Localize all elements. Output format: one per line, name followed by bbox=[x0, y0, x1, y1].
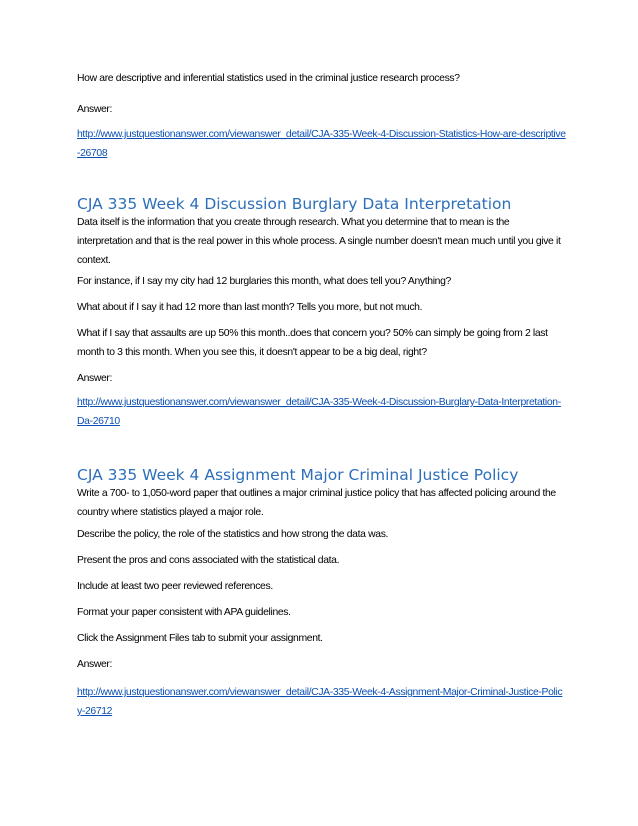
section2-p2: Describe the policy, the role of the statistics and how strong the data was. bbox=[77, 529, 389, 540]
section2-p3: Present the pros and cons associated with the statistical data. bbox=[77, 555, 340, 566]
section2-p6: Click the Assignment Files tab to submit your assignment. bbox=[77, 633, 323, 644]
section2-body: Write a 700- to 1,050-word paper that outlines a major criminal justice policy that has affected policing around the country where statistics played a major role. bbox=[77, 488, 556, 518]
section2-answer-link[interactable] bbox=[77, 683, 567, 721]
section1-p4: What if I say that assaults are up 50% this month..does that concern you? 50% can simply be going from 2 last month to 3 this month. When you see this, it doesn't appear to be a big deal, right? bbox=[77, 328, 548, 358]
section2-answer-label: Answer: bbox=[77, 659, 113, 670]
section1-body: Data itself is the information that you create through research. What you determine that to mean is the interpretation and that is the real power in this whole process. A single number doesn't mean much until you give it context. bbox=[77, 217, 561, 266]
section1-p2: For instance, if I say my city had 12 burglaries this month, what does tell you? Anything? bbox=[77, 276, 451, 287]
section1-p3: What about if I say it had 12 more than last month? Tells you more, but not much. bbox=[77, 302, 423, 313]
intro-answer-link[interactable] bbox=[77, 125, 567, 163]
section1-answer-link[interactable] bbox=[77, 393, 567, 431]
section2-p5: Format your paper consistent with APA guidelines. bbox=[77, 607, 291, 618]
section1-heading: CJA 335 Week 4 Discussion Burglary Data Interpretation bbox=[77, 195, 512, 213]
intro-link-text[interactable]: http://www.justquestionanswer.com/viewanswer_detail/CJA-335-Week-4-Discussion-Statistics-How-are-descriptive-26708 bbox=[77, 129, 566, 159]
intro-answer-label: Answer: bbox=[77, 104, 113, 115]
section1-link-text[interactable]: http://www.justquestionanswer.com/viewanswer_detail/CJA-335-Week-4-Discussion-Burglary-Data-Interpretation-Da-26710 bbox=[77, 397, 561, 427]
section2-link-text[interactable]: http://www.justquestionanswer.com/viewanswer_detail/CJA-335-Week-4-Assignment-Major-Criminal-Justice-Policy-26712 bbox=[77, 687, 563, 717]
section1-answer-label: Answer: bbox=[77, 373, 113, 384]
section2-heading: CJA 335 Week 4 Assignment Major Criminal Justice Policy bbox=[77, 466, 519, 484]
intro-question: How are descriptive and inferential statistics used in the criminal justice research process? bbox=[77, 73, 460, 84]
section2-p4: Include at least two peer reviewed references. bbox=[77, 581, 273, 592]
